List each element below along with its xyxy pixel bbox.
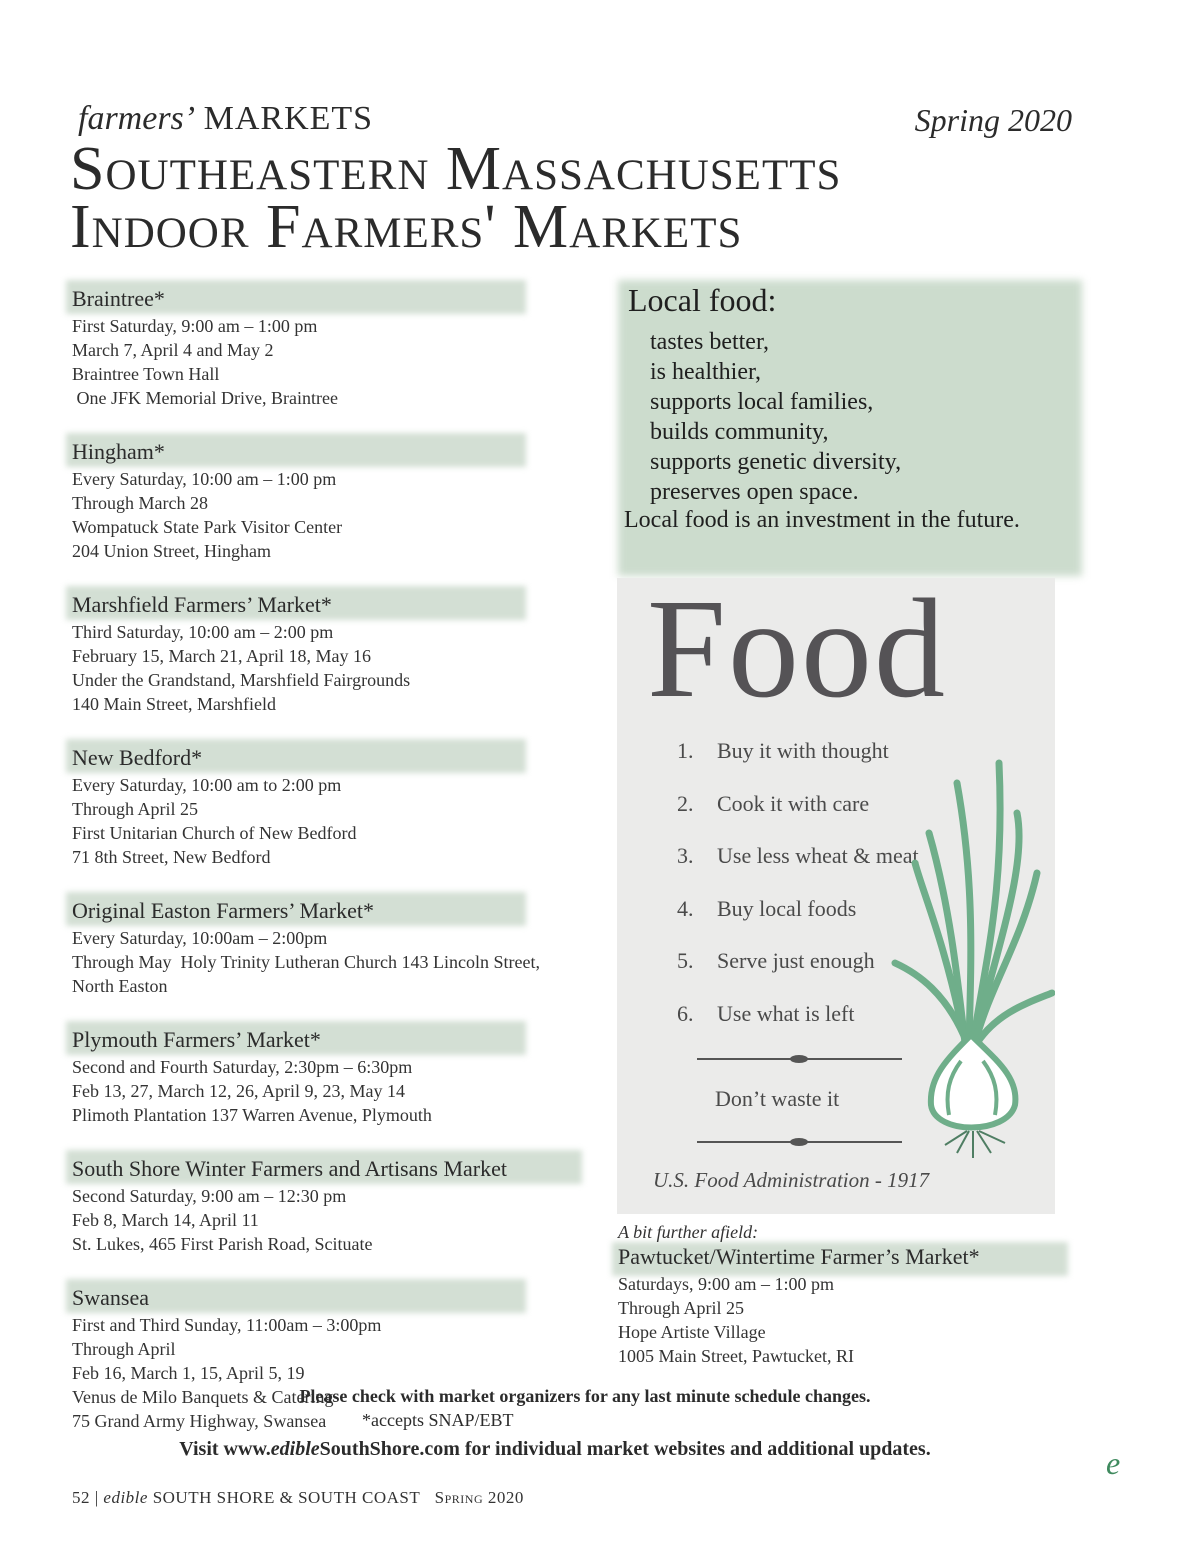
food-poster-image bbox=[617, 578, 1055, 1214]
market-name: South Shore Winter Farmers and Artisans Market bbox=[72, 1150, 602, 1184]
poster-item bbox=[677, 738, 919, 791]
market-line: Second Saturday, 9:00 am – 12:30 pm bbox=[72, 1186, 347, 1206]
market-hingham bbox=[72, 433, 602, 563]
poster-item bbox=[677, 896, 919, 949]
poster-item-number: 3. bbox=[677, 843, 694, 868]
local-food-item: is healthier, bbox=[650, 359, 761, 385]
poster-item-number: 2. bbox=[677, 790, 694, 816]
poster-divider bbox=[697, 1141, 902, 1143]
poster-item-text: Serve just enough bbox=[717, 948, 875, 973]
market-line: St. Lukes, 465 First Parish Road, Scituate bbox=[72, 1234, 373, 1254]
local-food-item: supports local families, bbox=[650, 389, 874, 415]
poster-item-number: 1. bbox=[677, 738, 694, 763]
market-line: Braintree Town Hall bbox=[72, 364, 220, 384]
poster-title: Food bbox=[647, 578, 947, 727]
market-line: First Unitarian Church of New Bedford bbox=[72, 823, 357, 843]
poster-item-text: Use what is left bbox=[717, 1000, 855, 1026]
market-line: Feb 13, 27, March 12, 26, April 9, 23, May 14 bbox=[72, 1081, 405, 1101]
market-line: Saturdays, 9:00 am – 1:00 pm bbox=[618, 1274, 834, 1294]
poster-item bbox=[677, 791, 919, 844]
local-food-list bbox=[650, 327, 901, 507]
market-name: New Bedford* bbox=[72, 739, 602, 773]
website-notice bbox=[0, 1438, 1110, 1461]
market-line: Hope Artiste Village bbox=[618, 1322, 766, 1342]
market-line: Through March 28 bbox=[72, 493, 208, 513]
market-new-bedford bbox=[72, 739, 602, 869]
local-food-item: supports genetic diversity, bbox=[650, 449, 902, 475]
folio-separator: | bbox=[94, 1488, 99, 1507]
season-label: Spring 2020 bbox=[914, 102, 1072, 138]
market-line: One JFK Memorial Drive, Braintree bbox=[72, 388, 338, 408]
page-title bbox=[70, 135, 1150, 261]
schedule-notice: Please check with market organizers for any last minute schedule changes. bbox=[299, 1386, 871, 1406]
market-name: Pawtucket/Wintertime Farmer’s Market* bbox=[618, 1242, 1088, 1272]
market-name: Plymouth Farmers’ Market* bbox=[72, 1021, 602, 1055]
website-notice-start: Visit www. bbox=[179, 1438, 271, 1460]
further-afield-section bbox=[618, 1222, 1088, 1368]
title-line-2: Indoor Farmers' Markets bbox=[70, 193, 743, 261]
poster-item-text: Use less wheat & meat bbox=[717, 843, 919, 868]
market-line: Under the Grandstand, Marshfield Fairgrounds bbox=[72, 670, 411, 690]
title-line-1: Southeastern Massachusetts bbox=[70, 135, 842, 203]
market-line: First Saturday, 9:00 am – 1:00 pm bbox=[72, 316, 318, 336]
website-notice-end: SouthShore.com for individual market websites and additional updates. bbox=[319, 1438, 931, 1460]
poster-waste-text: Don’t waste it bbox=[715, 1086, 840, 1111]
page-folio bbox=[72, 1488, 524, 1508]
edible-logo-letter: e bbox=[1106, 1448, 1121, 1480]
local-food-closing: Local food is an investment in the future. bbox=[624, 507, 1020, 533]
market-name: Braintree* bbox=[72, 280, 602, 314]
market-name: Original Easton Farmers’ Market* bbox=[72, 892, 602, 926]
poster-item-text: Cook it with care bbox=[717, 790, 870, 816]
market-plymouth bbox=[72, 1021, 602, 1127]
local-food-item: preserves open space. bbox=[650, 479, 859, 505]
market-line: Second and Fourth Saturday, 2:30pm – 6:30pm bbox=[72, 1057, 413, 1077]
poster-item-text: Buy local foods bbox=[717, 895, 857, 921]
market-line: Through April 25 bbox=[72, 799, 198, 819]
market-line: Every Saturday, 10:00 am to 2:00 pm bbox=[72, 775, 342, 795]
market-name: Swansea bbox=[72, 1279, 602, 1313]
market-line: Through April 25 bbox=[618, 1298, 744, 1318]
market-line: Every Saturday, 10:00am – 2:00pm bbox=[72, 928, 328, 948]
market-line: Venus de Milo Banquets & Catering bbox=[72, 1387, 334, 1407]
local-food-item: tastes better, bbox=[650, 329, 769, 355]
market-name: Hingham* bbox=[72, 433, 602, 467]
market-line: Wompatuck State Park Visitor Center bbox=[72, 517, 343, 537]
market-line: Through April bbox=[72, 1339, 176, 1359]
poster-item bbox=[677, 843, 919, 896]
market-braintree bbox=[72, 280, 602, 410]
poster-item-number: 6. bbox=[677, 1000, 694, 1026]
poster-credit: U.S. Food Administration - 1917 bbox=[653, 1168, 930, 1192]
local-food-box bbox=[618, 280, 1082, 576]
poster-item-text: Buy it with thought bbox=[717, 738, 889, 763]
market-line: 75 Grand Army Highway, Swansea bbox=[72, 1411, 327, 1431]
market-line: 71 8th Street, New Bedford bbox=[72, 847, 271, 867]
further-afield-label: A bit further afield: bbox=[618, 1222, 759, 1242]
market-line: 140 Main Street, Marshfield bbox=[72, 694, 276, 714]
market-marshfield bbox=[72, 586, 602, 716]
market-line: 1005 Main Street, Pawtucket, RI bbox=[618, 1346, 854, 1366]
kicker-italic: farmers’ bbox=[78, 100, 196, 137]
poster-item-number: 4. bbox=[677, 895, 694, 921]
market-line: 204 Union Street, Hingham bbox=[72, 541, 271, 561]
folio-issue: Spring 2020 bbox=[434, 1488, 524, 1507]
market-line: Feb 16, March 1, 15, April 5, 19 bbox=[72, 1363, 305, 1383]
poster-item bbox=[677, 1001, 919, 1054]
section-kicker bbox=[78, 100, 373, 138]
market-line: Plimoth Plantation 137 Warren Avenue, Plymouth bbox=[72, 1105, 432, 1125]
market-swansea bbox=[72, 1279, 602, 1433]
folio-brand-italic: edible bbox=[103, 1488, 148, 1507]
snap-note: *accepts SNAP/EBT bbox=[362, 1410, 514, 1430]
onion-illustration-icon bbox=[887, 743, 1055, 1163]
market-easton bbox=[72, 892, 602, 998]
poster-divider bbox=[697, 1058, 902, 1060]
poster-list bbox=[677, 738, 919, 1053]
kicker-caps: MARKETS bbox=[203, 100, 374, 137]
market-line: Feb 8, March 14, April 11 bbox=[72, 1210, 259, 1230]
market-line: Every Saturday, 10:00 am – 1:00 pm bbox=[72, 469, 337, 489]
page-number: 52 bbox=[72, 1488, 90, 1507]
market-list bbox=[72, 280, 602, 1456]
local-food-item: builds community, bbox=[650, 419, 829, 445]
market-line: First and Third Sunday, 11:00am – 3:00pm bbox=[72, 1315, 382, 1335]
market-line: February 15, March 21, April 18, May 16 bbox=[72, 646, 371, 666]
market-name: Marshfield Farmers’ Market* bbox=[72, 586, 602, 620]
market-south-shore-winter bbox=[72, 1150, 602, 1256]
local-food-title: Local food: bbox=[628, 282, 777, 318]
website-notice-italic: edible bbox=[270, 1438, 320, 1460]
market-line: March 7, April 4 and May 2 bbox=[72, 340, 274, 360]
folio-brand: SOUTH SHORE & SOUTH COAST bbox=[152, 1488, 420, 1507]
poster-item-number: 5. bbox=[677, 948, 694, 973]
poster-item bbox=[677, 948, 919, 1001]
market-line: Third Saturday, 10:00 am – 2:00 pm bbox=[72, 622, 334, 642]
edible-logo-icon bbox=[1104, 1448, 1134, 1480]
market-line: Through May Holy Trinity Lutheran Church 143 Lincoln Street, bbox=[72, 952, 540, 972]
market-line: North Easton bbox=[72, 976, 168, 996]
